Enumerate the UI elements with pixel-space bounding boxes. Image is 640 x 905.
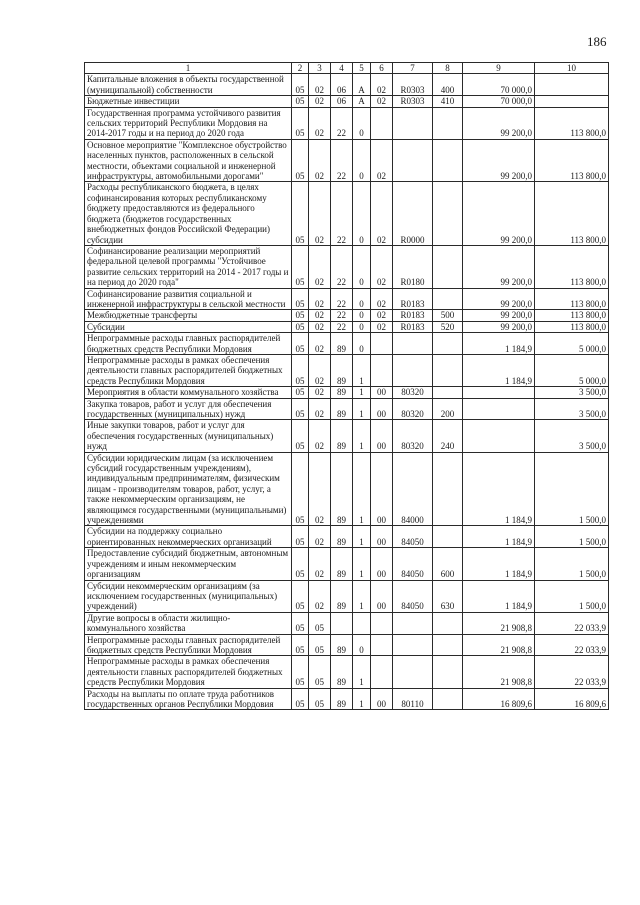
program-cell: 89 bbox=[331, 688, 353, 710]
event-cell bbox=[371, 634, 393, 656]
subprogram-cell: 1 bbox=[353, 354, 371, 386]
header-row bbox=[85, 63, 609, 74]
header-cell: 7 bbox=[393, 63, 433, 74]
event-cell: 02 bbox=[371, 139, 393, 182]
amount-2018-cell bbox=[463, 387, 535, 398]
amount-2018-cell: 1 184,9 bbox=[463, 526, 535, 548]
subprogram-cell: 0 bbox=[353, 245, 371, 288]
row-name-cell: Межбюджетные трансферты bbox=[85, 310, 292, 321]
subprogram-cell: 1 bbox=[353, 420, 371, 452]
amount-2019-cell: 1 500,0 bbox=[535, 526, 609, 548]
amount-2019-cell: 113 800,0 bbox=[535, 182, 609, 245]
section-cell: 05 bbox=[292, 580, 309, 612]
subsection-cell: 02 bbox=[309, 420, 331, 452]
table-row bbox=[85, 245, 609, 288]
event-cell bbox=[371, 354, 393, 386]
subprogram-cell: 1 bbox=[353, 387, 371, 398]
row-name-cell: Софинансирование развития социальной и инженерной инфраструктуры в сельской местности bbox=[85, 288, 292, 310]
expense-code-cell: 84000 bbox=[393, 452, 433, 526]
program-cell: 89 bbox=[331, 634, 353, 656]
row-name-cell: Другие вопросы в области жилищно-коммунального хозяйства bbox=[85, 612, 292, 634]
event-cell: 00 bbox=[371, 548, 393, 580]
amount-2019-cell: 1 500,0 bbox=[535, 548, 609, 580]
event-cell: 00 bbox=[371, 420, 393, 452]
table-row bbox=[85, 580, 609, 612]
expense-type-cell bbox=[433, 139, 463, 182]
amount-2019-cell: 113 800,0 bbox=[535, 288, 609, 310]
table-row bbox=[85, 634, 609, 656]
row-name-cell: Субсидии юридическим лицам (за исключением субсидий государственным учреждениям), индивидуальным предпринимателям, физическим лицам - производителям товаров, работ, услуг, а также некоммерческим организациям, не являющимся государственными (муниципальными) учреждениями bbox=[85, 452, 292, 526]
expense-code-cell bbox=[393, 656, 433, 688]
event-cell: 00 bbox=[371, 688, 393, 710]
subsection-cell: 02 bbox=[309, 182, 331, 245]
subprogram-cell: 0 bbox=[353, 107, 371, 139]
amount-2019-cell: 5 000,0 bbox=[535, 354, 609, 386]
table-row bbox=[85, 321, 609, 332]
event-cell: 02 bbox=[371, 245, 393, 288]
table-row bbox=[85, 96, 609, 107]
row-name-cell: Непрограммные расходы главных распорядителей бюджетных средств Республики Мордовия bbox=[85, 333, 292, 355]
subsection-cell: 02 bbox=[309, 354, 331, 386]
expense-type-cell bbox=[433, 688, 463, 710]
amount-2018-cell: 1 184,9 bbox=[463, 452, 535, 526]
expense-code-cell: 84050 bbox=[393, 548, 433, 580]
event-cell: 00 bbox=[371, 580, 393, 612]
table-row bbox=[85, 288, 609, 310]
table-row bbox=[85, 354, 609, 386]
expense-type-cell bbox=[433, 354, 463, 386]
subsection-cell: 02 bbox=[309, 245, 331, 288]
section-cell: 05 bbox=[292, 612, 309, 634]
event-cell: 00 bbox=[371, 387, 393, 398]
expense-type-cell bbox=[433, 333, 463, 355]
amount-2018-cell: 21 908,8 bbox=[463, 612, 535, 634]
expense-code-cell: 80320 bbox=[393, 387, 433, 398]
expense-type-cell: 600 bbox=[433, 548, 463, 580]
subprogram-cell: 0 bbox=[353, 634, 371, 656]
section-cell: 05 bbox=[292, 321, 309, 332]
expense-code-cell bbox=[393, 612, 433, 634]
section-cell: 05 bbox=[292, 139, 309, 182]
event-cell: 02 bbox=[371, 74, 393, 96]
table-row bbox=[85, 139, 609, 182]
expense-type-cell: 500 bbox=[433, 310, 463, 321]
subprogram-cell: 0 bbox=[353, 182, 371, 245]
row-name-cell: Иные закупки товаров, работ и услуг для обеспечения государственных (муниципальных) нужд bbox=[85, 420, 292, 452]
row-name-cell: Основное мероприятие "Комплексное обустройство населенных пунктов, расположенных в сельской местности, объектами социальной и инженерной инфраструктуры, автомобильными дорогами" bbox=[85, 139, 292, 182]
event-cell: 02 bbox=[371, 96, 393, 107]
header-cell: 4 bbox=[331, 63, 353, 74]
amount-2019-cell: 113 800,0 bbox=[535, 245, 609, 288]
subsection-cell: 02 bbox=[309, 74, 331, 96]
program-cell: 22 bbox=[331, 245, 353, 288]
expense-type-cell bbox=[433, 452, 463, 526]
subsection-cell: 02 bbox=[309, 387, 331, 398]
program-cell: 22 bbox=[331, 107, 353, 139]
event-cell: 00 bbox=[371, 398, 393, 420]
table-row bbox=[85, 74, 609, 96]
amount-2018-cell: 70 000,0 bbox=[463, 74, 535, 96]
amount-2019-cell bbox=[535, 74, 609, 96]
subprogram-cell: 1 bbox=[353, 548, 371, 580]
section-cell: 05 bbox=[292, 74, 309, 96]
amount-2019-cell: 3 500,0 bbox=[535, 398, 609, 420]
expense-type-cell bbox=[433, 182, 463, 245]
budget-table bbox=[84, 62, 609, 710]
program-cell: 22 bbox=[331, 139, 353, 182]
expense-code-cell: 84050 bbox=[393, 580, 433, 612]
program-cell: 89 bbox=[331, 398, 353, 420]
amount-2018-cell: 1 184,9 bbox=[463, 548, 535, 580]
event-cell: 00 bbox=[371, 526, 393, 548]
expense-type-cell bbox=[433, 634, 463, 656]
expense-code-cell: R0303 bbox=[393, 96, 433, 107]
subsection-cell: 05 bbox=[309, 688, 331, 710]
row-name-cell: Закупка товаров, работ и услуг для обеспечения государственных (муниципальных) нужд bbox=[85, 398, 292, 420]
amount-2018-cell: 16 809,6 bbox=[463, 688, 535, 710]
subprogram-cell: 1 bbox=[353, 580, 371, 612]
subprogram-cell: 0 bbox=[353, 321, 371, 332]
amount-2019-cell: 113 800,0 bbox=[535, 321, 609, 332]
program-cell: 22 bbox=[331, 321, 353, 332]
row-name-cell: Государственная программа устойчивого развития сельских территорий Республики Мордовия на 2014-2017 годы и на период до 2020 года bbox=[85, 107, 292, 139]
section-cell: 05 bbox=[292, 526, 309, 548]
section-cell: 05 bbox=[292, 333, 309, 355]
subsection-cell: 02 bbox=[309, 526, 331, 548]
program-cell: 06 bbox=[331, 74, 353, 96]
subprogram-cell: 1 bbox=[353, 398, 371, 420]
expense-code-cell bbox=[393, 333, 433, 355]
expense-type-cell bbox=[433, 245, 463, 288]
subsection-cell: 02 bbox=[309, 398, 331, 420]
amount-2018-cell: 99 200,0 bbox=[463, 107, 535, 139]
header-cell: 3 bbox=[309, 63, 331, 74]
subprogram-cell: 1 bbox=[353, 452, 371, 526]
amount-2018-cell: 99 200,0 bbox=[463, 310, 535, 321]
expense-code-cell: R0000 bbox=[393, 182, 433, 245]
amount-2019-cell: 16 809,6 bbox=[535, 688, 609, 710]
expense-type-cell: 520 bbox=[433, 321, 463, 332]
expense-type-cell bbox=[433, 107, 463, 139]
subprogram-cell: 0 bbox=[353, 288, 371, 310]
amount-2018-cell: 1 184,9 bbox=[463, 580, 535, 612]
amount-2019-cell: 5 000,0 bbox=[535, 333, 609, 355]
section-cell: 05 bbox=[292, 688, 309, 710]
section-cell: 05 bbox=[292, 96, 309, 107]
expense-type-cell bbox=[433, 387, 463, 398]
section-cell: 05 bbox=[292, 387, 309, 398]
amount-2019-cell: 1 500,0 bbox=[535, 452, 609, 526]
program-cell: 22 bbox=[331, 288, 353, 310]
expense-type-cell: 200 bbox=[433, 398, 463, 420]
row-name-cell: Мероприятия в области коммунального хозяйства bbox=[85, 387, 292, 398]
amount-2018-cell: 99 200,0 bbox=[463, 139, 535, 182]
amount-2018-cell: 1 184,9 bbox=[463, 333, 535, 355]
row-name-cell: Субсидии bbox=[85, 321, 292, 332]
program-cell bbox=[331, 612, 353, 634]
subsection-cell: 05 bbox=[309, 634, 331, 656]
subprogram-cell: А bbox=[353, 96, 371, 107]
expense-code-cell: 80320 bbox=[393, 398, 433, 420]
header-cell: 2 bbox=[292, 63, 309, 74]
subprogram-cell: 0 bbox=[353, 333, 371, 355]
subsection-cell: 02 bbox=[309, 452, 331, 526]
program-cell: 89 bbox=[331, 548, 353, 580]
table-row bbox=[85, 612, 609, 634]
section-cell: 05 bbox=[292, 182, 309, 245]
row-name-cell: Субсидии на поддержку социально ориентированных некоммерческих организаций bbox=[85, 526, 292, 548]
amount-2018-cell: 99 200,0 bbox=[463, 321, 535, 332]
section-cell: 05 bbox=[292, 107, 309, 139]
table-row bbox=[85, 548, 609, 580]
event-cell: 00 bbox=[371, 452, 393, 526]
amount-2019-cell: 113 800,0 bbox=[535, 139, 609, 182]
expense-type-cell: 630 bbox=[433, 580, 463, 612]
expense-code-cell: 80320 bbox=[393, 420, 433, 452]
subsection-cell: 02 bbox=[309, 548, 331, 580]
table-row bbox=[85, 107, 609, 139]
amount-2019-cell: 3 500,0 bbox=[535, 420, 609, 452]
event-cell: 02 bbox=[371, 182, 393, 245]
row-name-cell: Непрограммные расходы в рамках обеспечения деятельности главных распорядителей бюджетных средств Республики Мордовия bbox=[85, 656, 292, 688]
section-cell: 05 bbox=[292, 354, 309, 386]
row-name-cell: Софинансирование реализации мероприятий федеральной целевой программы "Устойчивое развитие сельских территорий на 2014 - 2017 годы и на период до 2020 года" bbox=[85, 245, 292, 288]
row-name-cell: Непрограммные расходы главных распорядителей бюджетных средств Республики Мордовия bbox=[85, 634, 292, 656]
program-cell: 22 bbox=[331, 310, 353, 321]
header-cell: 5 bbox=[353, 63, 371, 74]
amount-2018-cell: 70 000,0 bbox=[463, 96, 535, 107]
program-cell: 06 bbox=[331, 96, 353, 107]
program-cell: 89 bbox=[331, 580, 353, 612]
table-row bbox=[85, 526, 609, 548]
header-cell: 1 bbox=[85, 63, 292, 74]
page-number: 186 bbox=[587, 34, 607, 49]
table-row bbox=[85, 333, 609, 355]
section-cell: 05 bbox=[292, 398, 309, 420]
subprogram-cell: 0 bbox=[353, 310, 371, 321]
amount-2018-cell: 99 200,0 bbox=[463, 245, 535, 288]
expense-code-cell bbox=[393, 634, 433, 656]
expense-code-cell: R0183 bbox=[393, 321, 433, 332]
expense-code-cell: R0303 bbox=[393, 74, 433, 96]
table-row bbox=[85, 420, 609, 452]
expense-type-cell bbox=[433, 526, 463, 548]
event-cell bbox=[371, 656, 393, 688]
table-row bbox=[85, 452, 609, 526]
subsection-cell: 02 bbox=[309, 310, 331, 321]
amount-2019-cell: 113 800,0 bbox=[535, 107, 609, 139]
expense-code-cell: 84050 bbox=[393, 526, 433, 548]
amount-2019-cell bbox=[535, 96, 609, 107]
subprogram-cell: 0 bbox=[353, 139, 371, 182]
amount-2018-cell bbox=[463, 398, 535, 420]
amount-2019-cell: 3 500,0 bbox=[535, 387, 609, 398]
event-cell bbox=[371, 107, 393, 139]
amount-2018-cell: 99 200,0 bbox=[463, 182, 535, 245]
row-name-cell: Предоставление субсидий бюджетным, автономным учреждениям и иным некоммерческим организациям bbox=[85, 548, 292, 580]
section-cell: 05 bbox=[292, 288, 309, 310]
subsection-cell: 02 bbox=[309, 96, 331, 107]
subsection-cell: 02 bbox=[309, 139, 331, 182]
amount-2018-cell: 21 908,8 bbox=[463, 656, 535, 688]
expense-code-cell: 80110 bbox=[393, 688, 433, 710]
amount-2019-cell: 1 500,0 bbox=[535, 580, 609, 612]
subprogram-cell: 1 bbox=[353, 656, 371, 688]
expense-type-cell: 400 bbox=[433, 74, 463, 96]
table-row bbox=[85, 182, 609, 245]
expense-code-cell bbox=[393, 139, 433, 182]
amount-2018-cell: 1 184,9 bbox=[463, 354, 535, 386]
section-cell: 05 bbox=[292, 452, 309, 526]
program-cell: 89 bbox=[331, 354, 353, 386]
expense-type-cell: 240 bbox=[433, 420, 463, 452]
amount-2019-cell: 22 033,9 bbox=[535, 656, 609, 688]
amount-2019-cell: 113 800,0 bbox=[535, 310, 609, 321]
amount-2018-cell bbox=[463, 420, 535, 452]
section-cell: 05 bbox=[292, 548, 309, 580]
subsection-cell: 02 bbox=[309, 321, 331, 332]
row-name-cell: Расходы республиканского бюджета, в целях софинансирования которых республиканскому бюджету предоставляются из федерального бюджета (бюджетов государственных внебюджетных фондов Российской Федерации) субсидии bbox=[85, 182, 292, 245]
program-cell: 89 bbox=[331, 420, 353, 452]
expense-code-cell: R0183 bbox=[393, 288, 433, 310]
subsection-cell: 05 bbox=[309, 612, 331, 634]
subsection-cell: 05 bbox=[309, 656, 331, 688]
row-name-cell: Непрограммные расходы в рамках обеспечения деятельности главных распорядителей бюджетных средств Республики Мордовия bbox=[85, 354, 292, 386]
table-row bbox=[85, 656, 609, 688]
section-cell: 05 bbox=[292, 656, 309, 688]
expense-type-cell bbox=[433, 612, 463, 634]
amount-2018-cell: 99 200,0 bbox=[463, 288, 535, 310]
amount-2019-cell: 22 033,9 bbox=[535, 634, 609, 656]
program-cell: 89 bbox=[331, 387, 353, 398]
expense-type-cell bbox=[433, 288, 463, 310]
row-name-cell: Расходы на выплаты по оплате труда работников государственных органов Республики Мордовия bbox=[85, 688, 292, 710]
event-cell bbox=[371, 612, 393, 634]
program-cell: 89 bbox=[331, 526, 353, 548]
expense-type-cell: 410 bbox=[433, 96, 463, 107]
subsection-cell: 02 bbox=[309, 107, 331, 139]
subprogram-cell bbox=[353, 612, 371, 634]
subsection-cell: 02 bbox=[309, 288, 331, 310]
header-cell: 8 bbox=[433, 63, 463, 74]
subprogram-cell: 1 bbox=[353, 526, 371, 548]
table-row bbox=[85, 387, 609, 398]
subprogram-cell: А bbox=[353, 74, 371, 96]
expense-type-cell bbox=[433, 656, 463, 688]
subsection-cell: 02 bbox=[309, 580, 331, 612]
program-cell: 22 bbox=[331, 182, 353, 245]
program-cell: 89 bbox=[331, 333, 353, 355]
amount-2019-cell: 22 033,9 bbox=[535, 612, 609, 634]
section-cell: 05 bbox=[292, 634, 309, 656]
event-cell: 02 bbox=[371, 288, 393, 310]
section-cell: 05 bbox=[292, 245, 309, 288]
row-name-cell: Капитальные вложения в объекты государственной (муниципальной) собственности bbox=[85, 74, 292, 96]
expense-code-cell bbox=[393, 107, 433, 139]
event-cell bbox=[371, 333, 393, 355]
event-cell: 02 bbox=[371, 321, 393, 332]
row-name-cell: Бюджетные инвестиции bbox=[85, 96, 292, 107]
subprogram-cell: 1 bbox=[353, 688, 371, 710]
amount-2018-cell: 21 908,8 bbox=[463, 634, 535, 656]
section-cell: 05 bbox=[292, 310, 309, 321]
row-name-cell: Субсидии некоммерческим организациям (за исключением государственных (муниципальных) учреждений) bbox=[85, 580, 292, 612]
program-cell: 89 bbox=[331, 656, 353, 688]
expense-code-cell: R0180 bbox=[393, 245, 433, 288]
event-cell: 02 bbox=[371, 310, 393, 321]
table-row bbox=[85, 310, 609, 321]
program-cell: 89 bbox=[331, 452, 353, 526]
section-cell: 05 bbox=[292, 420, 309, 452]
header-cell: 9 bbox=[463, 63, 535, 74]
table-row bbox=[85, 688, 609, 710]
subsection-cell: 02 bbox=[309, 333, 331, 355]
header-cell: 10 bbox=[535, 63, 609, 74]
table-row bbox=[85, 398, 609, 420]
expense-code-cell: R0183 bbox=[393, 310, 433, 321]
header-cell: 6 bbox=[371, 63, 393, 74]
expense-code-cell bbox=[393, 354, 433, 386]
